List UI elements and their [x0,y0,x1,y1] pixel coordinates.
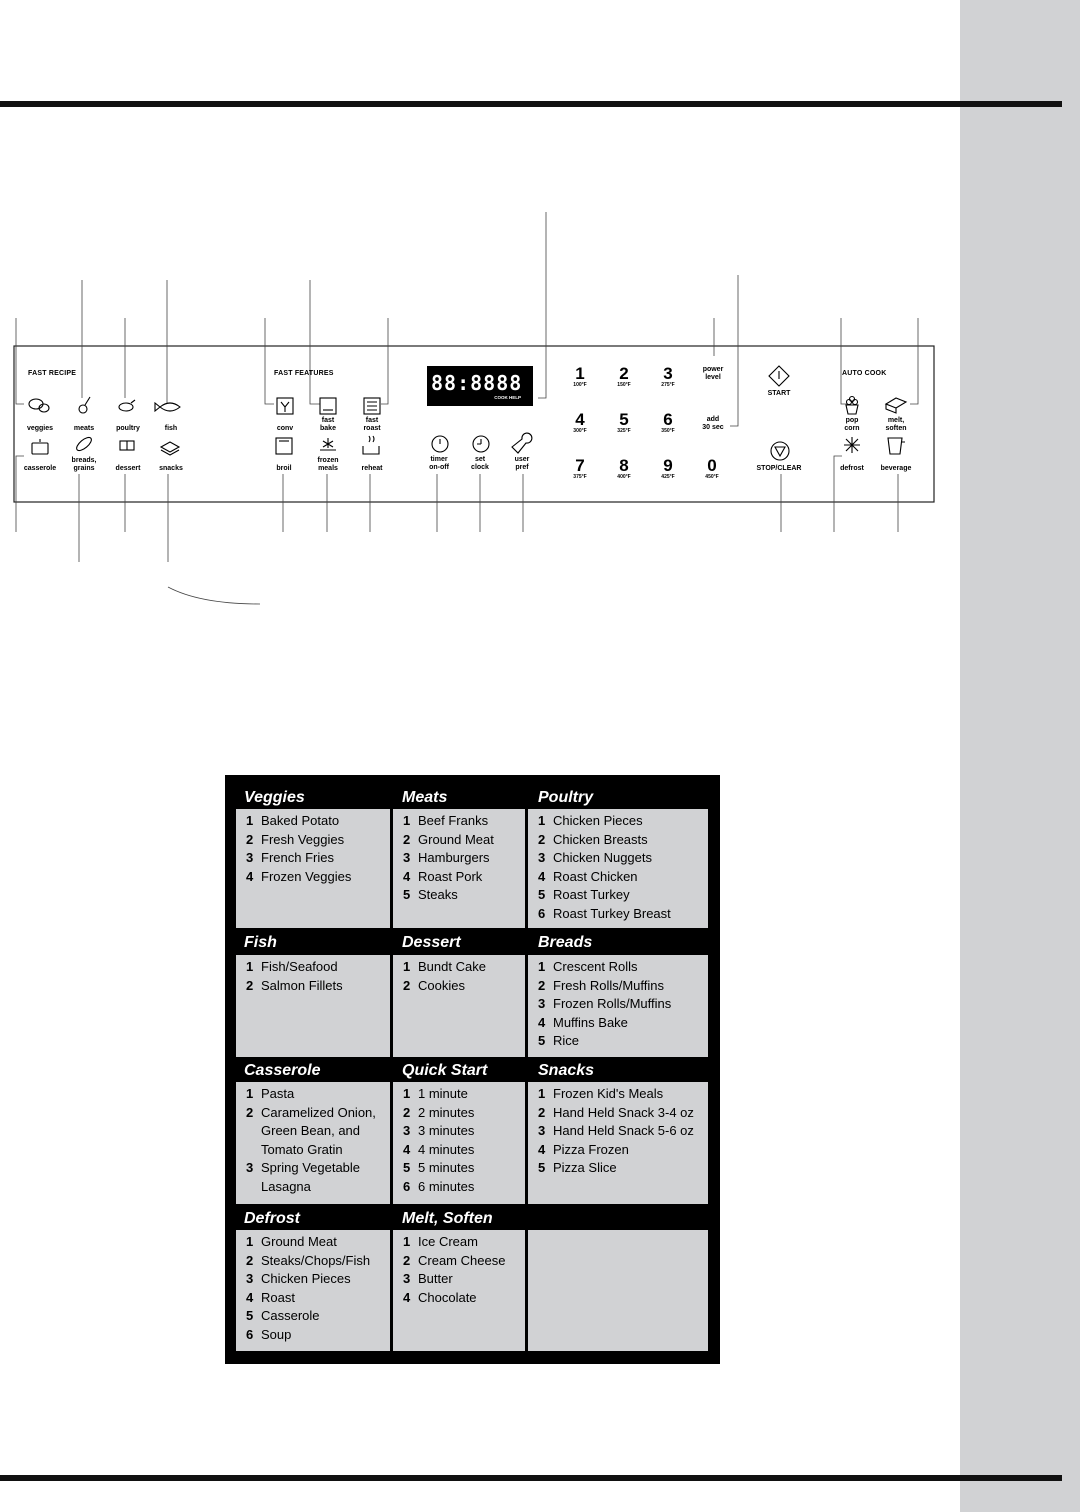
header-breads: Breads [538,934,593,951]
cell-melt-soften: 1 Ice Cream 2 Cream Cheese 3 Butter 4 Chocolate [393,1230,525,1351]
veggies-button[interactable]: veggies [26,425,54,432]
breads-grains-button[interactable]: breads, grains [71,457,97,472]
header-snacks: Snacks [538,1062,595,1079]
section-auto-cook: AUTO COOK [842,370,887,377]
side-tab [960,0,1080,1512]
cook-help-label: COOK HELP [494,395,521,400]
dessert-button[interactable]: dessert [115,465,141,472]
cell-breads: 1 Crescent Rolls 2 Fresh Rolls/Muffins 3 Frozen Rolls/Muffins 4 Muffins Bake 5 Rice [528,955,708,1057]
keypad-0[interactable]: 0 450°F [705,456,719,480]
fast-bake-button[interactable]: fast bake [320,417,336,432]
cell-defrost: 1 Ground Meat 2 Steaks/Chops/Fish 3 Chicken Pieces 4 Roast 5 Casserole 6 Soup [236,1230,390,1351]
header-quick-start: Quick Start [402,1062,488,1079]
header-veggies: Veggies [244,789,305,806]
header-fish: Fish [244,934,277,951]
cell-veggies: 1 Baked Potato 2 Fresh Veggies 3 French Fries 4 Frozen Veggies [236,809,390,928]
snacks-button[interactable]: snacks [159,465,183,472]
fish-button[interactable]: fish [164,425,178,432]
poultry-button[interactable]: poultry [116,425,140,432]
reheat-button[interactable]: reheat [361,465,383,472]
conv-button[interactable]: conv [276,425,294,432]
casserole-button[interactable]: casserole [23,465,57,472]
display-digits: 88:8888 [431,371,523,395]
broil-button[interactable]: broil [276,465,292,472]
keypad-6[interactable]: 6 350°F [661,410,675,434]
cell-poultry: 1 Chicken Pieces 2 Chicken Breasts 3 Chicken Nuggets 4 Roast Chicken 5 Roast Turkey 6 Roast Turkey Breast [528,809,708,928]
section-fast-recipe: FAST RECIPE [28,370,77,377]
keypad-4[interactable]: 4 300°F [573,410,587,434]
keypad-9[interactable]: 9 425°F [661,456,675,480]
melt-soften-button[interactable]: melt, soften [885,417,907,432]
keypad-8[interactable]: 8 400°F [617,456,631,480]
cell-snacks: 1 Frozen Kid's Meals 2 Hand Held Snack 3-4 oz 3 Hand Held Snack 5-6 oz 4 Pizza Frozen 5 Pizza Slice [528,1082,708,1204]
keypad-5[interactable]: 5 325°F [617,410,631,434]
control-panel-diagram [0,0,960,620]
user-pref-button[interactable]: user pref [514,456,530,471]
start-button[interactable]: START [767,390,791,397]
meats-button[interactable]: meats [73,425,95,432]
keypad-1[interactable]: 1 100°F [573,364,587,388]
keypad-7[interactable]: 7 375°F [573,456,587,480]
timer-button[interactable]: timer on-off [429,456,449,471]
cell-quick-start: 1 1 minute 2 2 minutes 3 3 minutes 4 4 minutes 5 5 minutes 6 6 minutes [393,1082,525,1204]
set-clock-button[interactable]: set clock [471,456,489,471]
cook-menu-table [225,775,720,1364]
beverage-button[interactable]: beverage [880,465,912,472]
fast-roast-button[interactable]: fast roast [363,417,381,432]
lcd-display [427,366,533,406]
cell-dessert: 1 Bundt Cake 2 Cookies [393,955,525,1057]
cell-empty [528,1230,708,1351]
cell-meats: 1 Beef Franks 2 Ground Meat 3 Hamburgers 4 Roast Pork 5 Steaks [393,809,525,928]
header-dessert: Dessert [402,934,461,951]
keypad-2[interactable]: 2 150°F [617,364,631,388]
power-level-button[interactable]: power level [702,366,724,381]
defrost-button[interactable]: defrost [840,465,864,472]
bottom-rule [0,1475,1062,1481]
stop-clear-button[interactable]: STOP/CLEAR [756,465,802,472]
header-defrost: Defrost [244,1210,301,1227]
cell-casserole: 1 Pasta 2 Caramelized Onion, Green Bean, and Tomato Gratin 3 Spring Vegetable Lasagna [236,1082,390,1204]
cell-fish: 1 Fish/Seafood 2 Salmon Fillets [236,955,390,1057]
header-meats: Meats [402,789,448,806]
frozen-meals-button[interactable]: frozen meals [317,457,339,472]
add-30-sec-button[interactable]: add 30 sec [702,416,724,431]
section-fast-features: FAST FEATURES [274,370,334,377]
header-casserole: Casserole [244,1062,321,1079]
popcorn-button[interactable]: pop corn [844,417,860,432]
keypad-3[interactable]: 3 275°F [661,364,675,388]
defrost-icon [844,437,860,453]
header-poultry: Poultry [538,789,594,806]
header-melt-soften: Melt, Soften [402,1210,493,1227]
